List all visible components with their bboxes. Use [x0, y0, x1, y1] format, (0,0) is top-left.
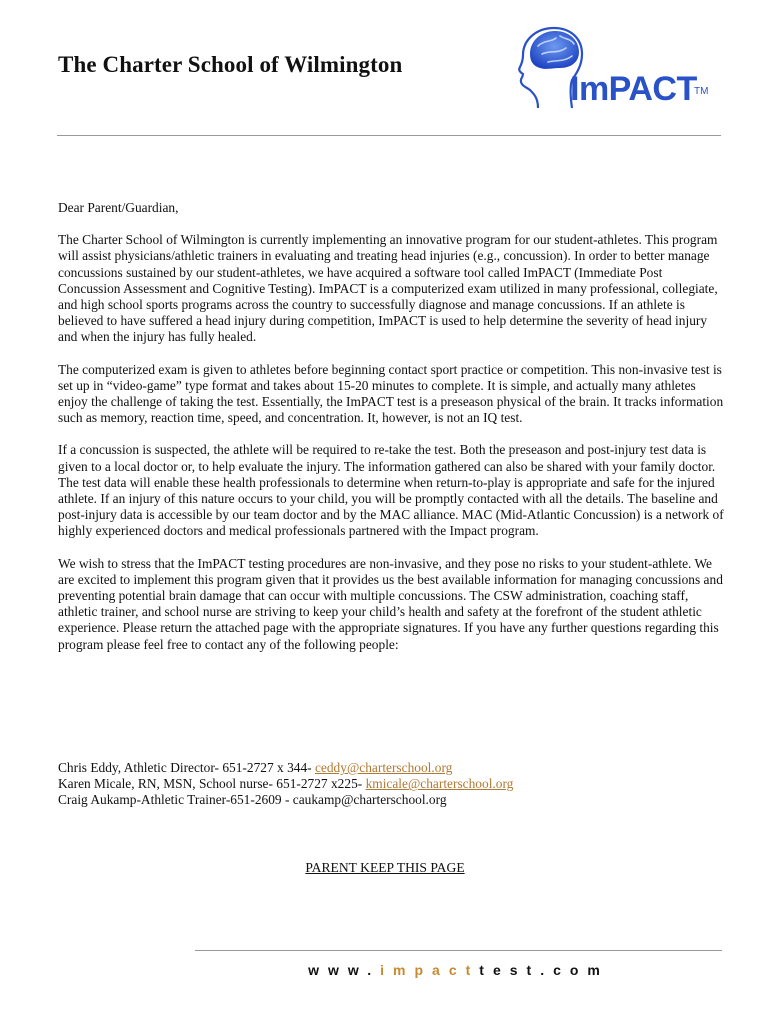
contact-text: Karen Micale, RN, MSN, School nurse- 651-2727 x225- [58, 776, 366, 792]
email-link-ceddy[interactable]: ceddy@charterschool.org [314, 760, 453, 775]
contact-athletic-director [58, 760, 513, 776]
footer-url-part1: www. [308, 962, 381, 978]
footer-url-part2: impact [380, 962, 480, 978]
logo-trademark: TM [694, 86, 709, 97]
letter-paragraph-2: The computerized exam is given to athletes before beginning contact sport practice or competition. This non-invasive test is set up in “video-game” type format and takes about 15-20 minutes to complete. It is simple, and actually many athletes enjoy the challenge of taking the test. Essentially, the ImPACT test is a preseason physical of the brain. It tracks information such as memory, reaction time, speed, and concentration. It, however, is not an IQ test. [58, 361, 724, 426]
footer-url-part3: test.com [479, 962, 609, 978]
letter-paragraph-3: If a concussion is suspected, the athlete will be required to re-take the test. Both the preseason and post-injury test data is given to a local doctor or, to help evaluate the injury. The information gathered can also be shared with your family doctor. The test data will enable these health professionals to determine when return-to-play is appropriate and safe for the injured athlete. If an injury of this nature occurs to your child, you will be promptly contacted with all the details. The baseline and post-injury data is accessible by our team doctor and by the MAC alliance. MAC (Mid-Atlantic Concussion) is a network of highly experienced doctors and medical professionals partnered with the Impact program. [58, 442, 724, 539]
contact-school-nurse [58, 776, 513, 792]
footer-divider [195, 950, 722, 951]
contact-athletic-trainer [58, 792, 513, 808]
contact-list [58, 760, 513, 809]
letter-greeting: Dear Parent/Guardian, [58, 200, 179, 215]
letter-paragraph-4: We wish to stress that the ImPACT testing procedures are non-invasive, and they pose no risks to your student-athlete. We are excited to implement this program given that it provides us the best available information for managing concussions and preventing potential brain damage that can occur with multiple concussions. The CSW administration, coaching staff, athletic trainer, and school nurse are striving to keep your child’s health and safety at the forefront of the student athletic experience. Please return the attached page with the appropriate signatures. If you have any further questions regarding this program please feel free to contact any of the following people: [58, 555, 723, 652]
logo-wordmark: ImPACT [570, 70, 697, 108]
impact-logo [508, 20, 718, 120]
letter-body [58, 200, 726, 669]
footer-url [195, 962, 722, 978]
contact-text: Craig Aukamp-Athletic Trainer-651-2609 - caukamp@charterschool.org [58, 792, 447, 808]
school-title: The Charter School of Wilmington [58, 52, 403, 77]
email-link-kmicale[interactable]: kmicale@charterschool.org [365, 776, 514, 792]
letter-paragraph-1: The Charter School of Wilmington is currently implementing an innovative program for our student-athletes. This program will assist physicians/athletic trainers in evaluating and treating head injuries (e.g., concussion). In order to better manage concussions sustained by our student-athletes, we have acquired a software tool called ImPACT (Immediate Post Concussion Assessment and Cognitive Testing). ImPACT is a computerized exam utilized in many professional, collegiate, and high school sports programs across the country to successfully diagnose and manage concussions. If an athlete is believed to have suffered a head injury during competition, ImPACT is used to help determine the severity of head injury and when the injury has fully healed. [58, 232, 718, 345]
contact-text: Chris Eddy, Athletic Director- 651-2727 x 344- [58, 760, 315, 775]
header-divider [57, 135, 721, 136]
parent-keep-notice: PARENT KEEP THIS PAGE [305, 860, 465, 875]
